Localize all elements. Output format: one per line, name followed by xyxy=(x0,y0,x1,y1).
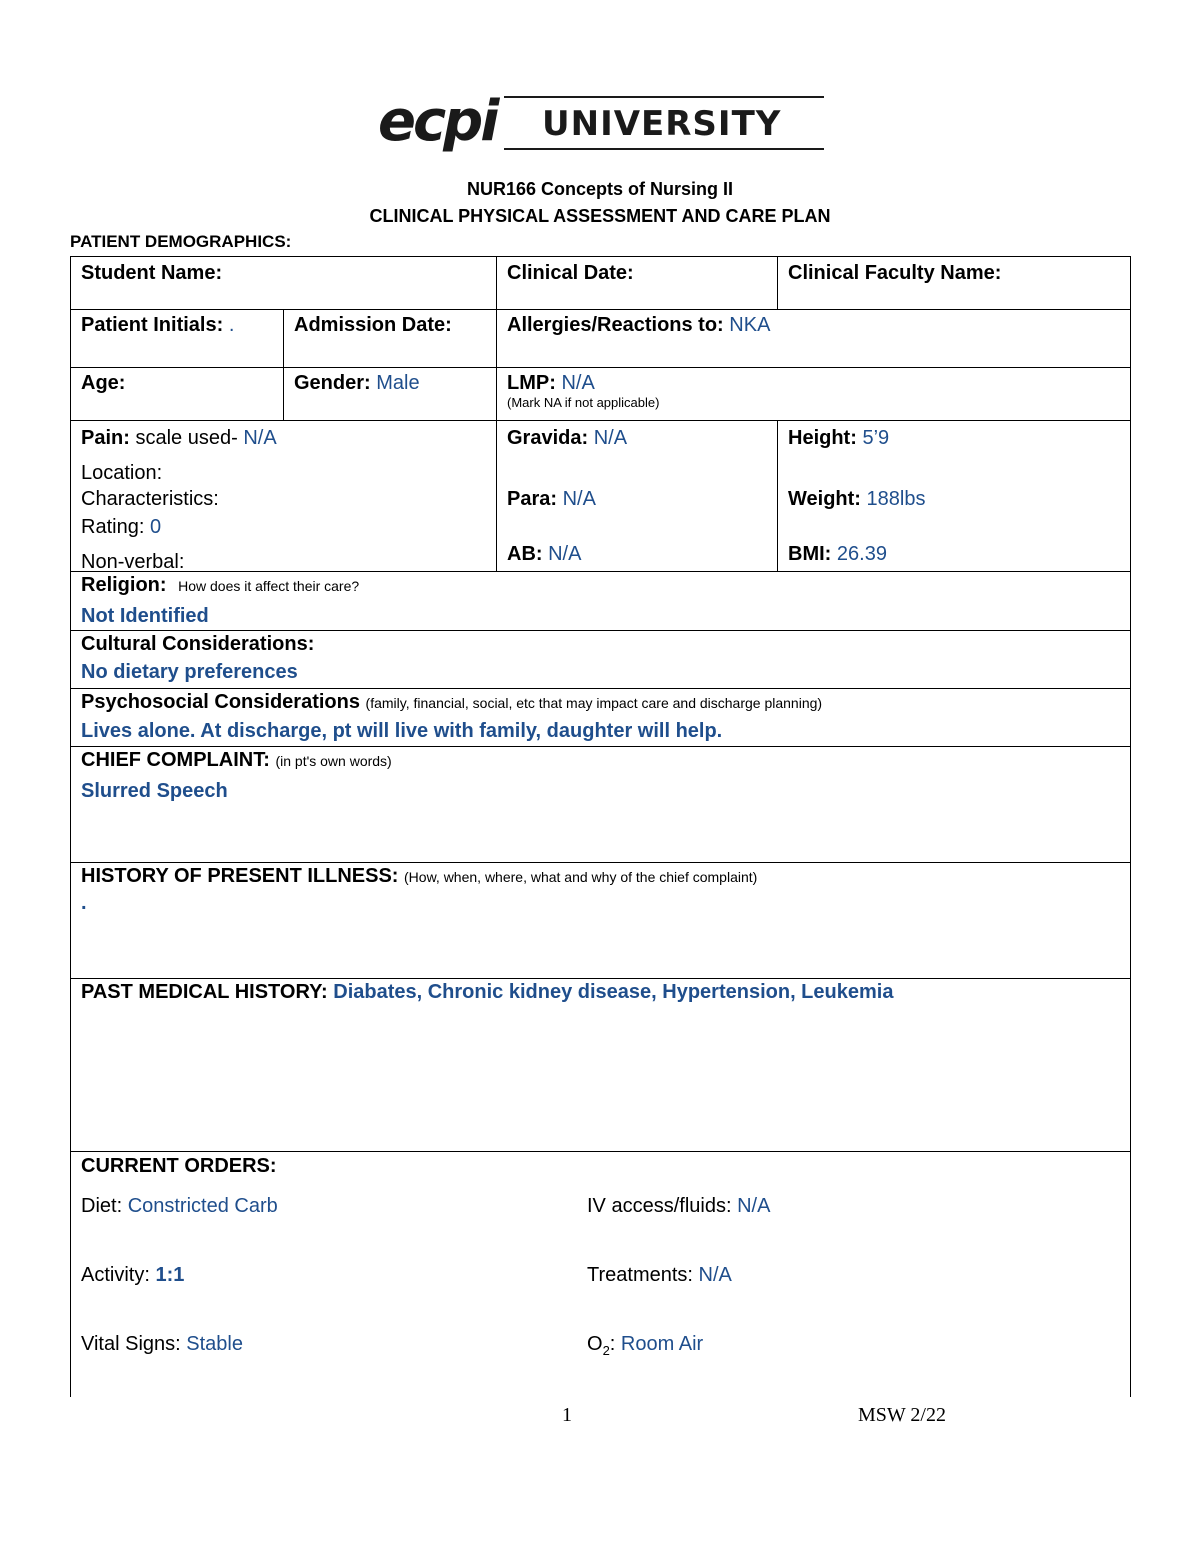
ab-value: N/A xyxy=(548,543,582,565)
height-value: 5’9 xyxy=(862,427,890,449)
psychosocial-value: Lives alone. At discharge, pt will live with family, daughter will help. xyxy=(81,720,723,742)
activity-value: 1:1 xyxy=(155,1264,185,1286)
faculty-name-cell[interactable] xyxy=(777,256,1131,310)
gravida-value: N/A xyxy=(593,427,628,449)
o2-row xyxy=(587,1332,703,1363)
o2-colon: : xyxy=(609,1333,616,1355)
lmp-cell[interactable] xyxy=(496,367,1131,421)
orders-label: CURRENT ORDERS: xyxy=(81,1155,277,1177)
cultural-value: No dietary preferences xyxy=(81,661,298,683)
pain-scale-text: scale used- xyxy=(135,427,238,449)
para-value: N/A xyxy=(562,488,596,510)
treatments-value: N/A xyxy=(698,1264,732,1286)
allergies-cell[interactable] xyxy=(496,309,1131,368)
diet-label: Diet: xyxy=(81,1195,123,1217)
cultural-cell[interactable] xyxy=(70,630,1131,689)
diet-value: Constricted Carb xyxy=(127,1195,278,1217)
clinical-date-label: Clinical Date: xyxy=(507,262,634,284)
bmi-value: 26.39 xyxy=(836,543,887,565)
form-code: MSW 2/22 xyxy=(858,1404,946,1426)
gender-cell[interactable] xyxy=(283,367,497,421)
pain-location-label: Location: xyxy=(81,462,163,484)
gender-label: Gender: xyxy=(294,372,371,394)
chief-complaint-label: CHIEF COMPLAINT: xyxy=(81,749,270,771)
treatments-label: Treatments: xyxy=(587,1264,693,1286)
age-label: Age: xyxy=(81,372,126,394)
allergies-value: NKA xyxy=(729,314,771,336)
page-number: 1 xyxy=(562,1404,572,1426)
pain-label: Pain: xyxy=(81,427,130,449)
weight-label: Weight: xyxy=(788,488,861,510)
patient-initials-value: . xyxy=(228,314,235,336)
chief-complaint-note: (in pt's own words) xyxy=(275,753,392,769)
vitals-value: Stable xyxy=(186,1333,243,1355)
hpi-cell[interactable] xyxy=(70,862,1131,979)
psychosocial-note: (family, financial, social, etc that may impact care and discharge planning) xyxy=(365,695,823,711)
ab-label: AB: xyxy=(507,543,543,565)
section-label: PATIENT DEMOGRAPHICS: xyxy=(70,232,292,251)
cultural-label: Cultural Considerations: xyxy=(81,633,315,655)
activity-row xyxy=(81,1263,184,1287)
body-measure-cell[interactable] xyxy=(777,420,1131,572)
pmh-cell[interactable] xyxy=(70,978,1131,1152)
religion-value: Not Identified xyxy=(81,605,209,627)
admission-date-cell[interactable] xyxy=(283,309,497,368)
activity-label: Activity: xyxy=(81,1264,150,1286)
student-name-label: Student Name: xyxy=(81,262,223,284)
logo-mark: ecpi xyxy=(378,94,504,150)
obstetric-cell[interactable] xyxy=(496,420,778,572)
student-name-cell[interactable] xyxy=(70,256,497,310)
iv-value: N/A xyxy=(737,1195,771,1217)
religion-note: How does it affect their care? xyxy=(178,578,360,594)
form-title: CLINICAL PHYSICAL ASSESSMENT AND CARE PLAN xyxy=(369,206,831,226)
o2-value: Room Air xyxy=(620,1333,704,1355)
iv-row xyxy=(587,1194,770,1218)
faculty-name-label: Clinical Faculty Name: xyxy=(788,262,1002,284)
pain-cell[interactable] xyxy=(70,420,497,572)
patient-initials-cell[interactable] xyxy=(70,309,284,368)
psychosocial-label: Psychosocial Considerations xyxy=(81,691,360,713)
gender-value: Male xyxy=(376,372,420,394)
allergies-label: Allergies/Reactions to: xyxy=(507,314,724,336)
lmp-note: (Mark NA if not applicable) xyxy=(507,395,660,410)
hpi-note: (How, when, where, what and why of the chief complaint) xyxy=(404,869,758,885)
height-label: Height: xyxy=(788,427,857,449)
orders-cell[interactable] xyxy=(70,1151,1131,1397)
hpi-value: . xyxy=(81,892,87,914)
bmi-label: BMI: xyxy=(788,543,832,565)
religion-label: Religion: xyxy=(81,574,167,596)
lmp-value: N/A xyxy=(561,372,595,394)
logo-word: UNIVERSITY xyxy=(542,104,782,144)
patient-initials-label: Patient Initials: xyxy=(81,314,224,336)
hpi-label: HISTORY OF PRESENT ILLNESS: xyxy=(81,865,399,887)
pain-rating-label: Rating: xyxy=(81,516,145,538)
treatments-row xyxy=(587,1263,732,1287)
clinical-date-cell[interactable] xyxy=(496,256,778,310)
diet-row xyxy=(81,1194,278,1218)
pmh-label: PAST MEDICAL HISTORY: xyxy=(81,981,328,1003)
iv-label: IV access/fluids: xyxy=(587,1195,732,1217)
o2-label: O xyxy=(587,1333,603,1355)
chief-complaint-value: Slurred Speech xyxy=(81,780,228,802)
course-title: NUR166 Concepts of Nursing II xyxy=(466,179,734,199)
pain-characteristics-label: Characteristics: xyxy=(81,488,219,510)
religion-cell[interactable] xyxy=(70,571,1131,631)
pmh-value: Diabates, Chronic kidney disease, Hypertension, Leukemia xyxy=(333,981,894,1003)
weight-value: 188lbs xyxy=(866,488,926,510)
admission-date-label: Admission Date: xyxy=(294,314,452,336)
vitals-row xyxy=(81,1332,243,1356)
pain-nonverbal-label: Non-verbal: xyxy=(81,551,185,573)
age-cell[interactable] xyxy=(70,367,284,421)
vitals-label: Vital Signs: xyxy=(81,1333,181,1355)
pain-rating-value: 0 xyxy=(149,516,162,538)
ecpi-logo xyxy=(378,88,824,158)
lmp-label: LMP: xyxy=(507,372,556,394)
o2-subscript: 2 xyxy=(602,1343,610,1358)
para-label: Para: xyxy=(507,488,558,510)
psychosocial-cell[interactable] xyxy=(70,688,1131,747)
gravida-label: Gravida: xyxy=(507,427,589,449)
chief-complaint-cell[interactable] xyxy=(70,746,1131,863)
pain-scale-value: N/A xyxy=(243,427,277,449)
